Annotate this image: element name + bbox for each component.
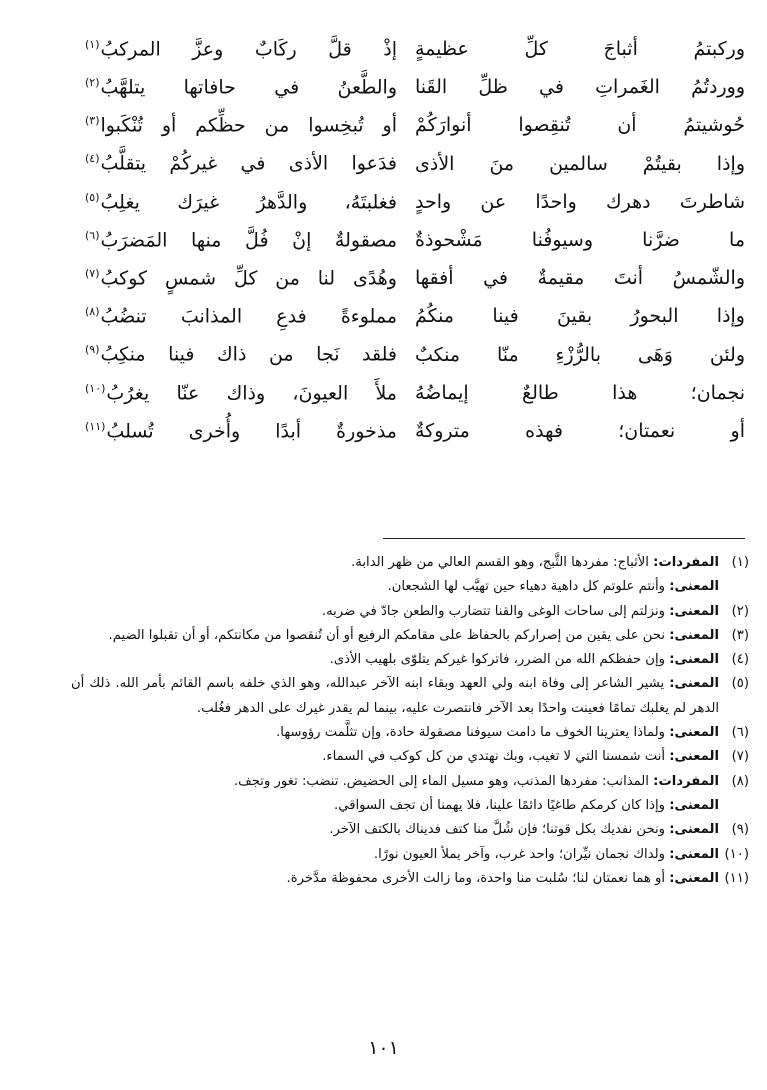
footnote [71, 600, 749, 624]
footnote-label: المفردات: [653, 773, 719, 789]
first-hemistich: والشّمسُ أنتَ مقيمةٌ في أفقها [415, 267, 745, 290]
first-hemistich: وإذا بقيتُمْ سالمين منَ الأذى [415, 152, 745, 175]
footnote-text: ونزلتم إلى ساحات الوغى والقنا تتضارب والطعن جادّ في ضربه. [321, 603, 666, 619]
first-hemistich: أو نعمتان؛ فهذه متروكةٌ [415, 419, 745, 442]
first-hemistich: ولئن وَهَى بالرُّزْءِ منّا منكبٌ [415, 343, 745, 366]
footnote-number: (٤) [731, 652, 749, 668]
footnote-number: (٥) [731, 676, 749, 692]
second-hemistich-text: فدَعوا الأذى في غيركُمْ يتقلَّبُ [100, 152, 397, 175]
footnote-number: (٣) [731, 627, 749, 643]
first-hemistich: شاطرتَ دهرك واحدًا عن واحدٍ [415, 190, 745, 213]
footnote-text: الأثباج: مفردها الثَّبج، وهو القسم العالي من ظهر الدابة. [351, 555, 649, 570]
footnote-reference[interactable]: (١١) [85, 419, 106, 433]
second-hemistich-text: ملأَ العيونَ، وذاك عنّا يغرُبُ [106, 381, 397, 404]
footnote-number: (١) [731, 555, 749, 570]
footnote-label: المفردات: [653, 555, 719, 570]
footnote [71, 672, 749, 721]
second-hemistich-text: والطَّعنُ في حافاتها يتلهَّبُ [100, 76, 397, 99]
first-hemistich: ووردتُمُ الغَمراتِ في ظلِّ القَنا [415, 76, 745, 99]
verse-line [73, 183, 745, 221]
verse-line [73, 259, 745, 297]
first-hemistich: حُوشيتمُ أن تُنقِصوا أنوارَكُمْ [415, 114, 745, 137]
first-hemistich: نجمان؛ هذا طالعٌ إيماضُهُ [415, 381, 745, 404]
footnote-text: وإن حفظكم الله من الضرر، فاتركوا غيركم يتلوّى بلهيب الأذى. [329, 652, 666, 668]
second-hemistich [85, 114, 397, 136]
footnote-reference[interactable]: (٥) [85, 190, 100, 204]
footnote-text: المذانب: مفردها المذنب، وهو مسيل الماء إلى الحضيض. تنضب: تغور وتجف. [233, 773, 649, 789]
first-hemistich: ما ضرَّنا وسيوفُنا مَشْحوذةٌ [415, 229, 745, 252]
footnote-label: المعنى: [669, 797, 719, 813]
footnote-number: (٧) [731, 749, 749, 765]
footnote-number: (١١) [724, 870, 749, 886]
footnote-reference[interactable]: (١٠) [85, 381, 106, 395]
footnote [71, 648, 749, 672]
poem [73, 30, 745, 450]
verse-line [73, 145, 745, 183]
footnote-reference[interactable]: (٤) [85, 152, 100, 166]
second-hemistich-text: فلقد نَجا من ذاك فينا منكِبُ [100, 343, 397, 366]
footnote-text: يشير الشاعر إلى وفاة ابنه ولي العهد وبقاء ابنه الآخر عبدالله، وهو الذي خلفه باسم القائم بأمر الله. ذلك أن الدهر لم يغلبك تمامًا فعينت واحدًا بعد الآخر فانتصرت عليه، بينما لم يقدر غيرك على الدهر فغُلب. [71, 676, 719, 716]
second-hemistich-text: مصقولةٌ إنْ فُلَّ منها المَضرَبُ [100, 229, 397, 252]
footnote [71, 818, 749, 842]
verse-line [73, 221, 745, 259]
footnote-reference[interactable]: (١) [85, 37, 100, 51]
footnotes [71, 551, 749, 891]
footnote-number: (٩) [731, 822, 749, 838]
footnote-reference[interactable]: (٣) [85, 114, 100, 128]
first-hemistich: وركبتمُ أثباجَ كلِّ عظيمةٍ [415, 38, 745, 61]
footnote [71, 867, 749, 891]
second-hemistich [85, 229, 397, 251]
footnote-label: المعنى: [669, 676, 719, 692]
footnote-reference[interactable]: (٢) [85, 76, 100, 90]
footnote-text: ونحن نفديك بكل قوتنا؛ فإن شُلَّ منا كتف فديناك بالكتف الآخر. [329, 822, 666, 838]
footnote [71, 721, 749, 745]
footnote [71, 575, 749, 599]
verse-line [73, 297, 745, 335]
second-hemistich [85, 420, 397, 442]
footnote-reference[interactable]: (٦) [85, 228, 100, 242]
verse-line [73, 68, 745, 106]
footnote [71, 843, 749, 867]
second-hemistich-text: فغلبتَهُ، والدَّهرُ غيرَك يغلِبُ [100, 191, 397, 213]
second-hemistich-text: إذْ قلَّ ركَابٌ وعزَّ المركبُ [100, 38, 397, 61]
footnote-text: أو هما نعمتان لنا؛ سُلبت منا واحدة، وما زالت الأخرى محفوظة مدَّخرة. [286, 870, 666, 886]
footnote-text: نحن على يقين من إصراركم بالحفاظ على مقامكم الرفيع أو أن تُنقصوا من مكانتكم، أو أن تقبلوا الضيم. [108, 627, 666, 643]
footnote-text: ولداك نجمان نيِّران؛ واحد غرب، وآخر يملأ العيون نورًا. [373, 846, 666, 862]
second-hemistich [85, 267, 397, 289]
verse-line [73, 412, 745, 450]
footnote-reference[interactable]: (٨) [85, 305, 100, 319]
verse-line [73, 374, 745, 412]
page-number: ١٠١ [368, 1037, 399, 1059]
footnote-divider [383, 538, 745, 539]
footnote-text: وإذا كان كرمكم طاغيًا دائمًا علينا، فلا يهمنا أن تجف السواقي. [334, 797, 666, 813]
footnote [71, 745, 749, 769]
footnote-reference[interactable]: (٩) [85, 343, 100, 357]
second-hemistich [85, 305, 397, 327]
verse-line [73, 336, 745, 374]
footnote-label: المعنى: [669, 603, 719, 619]
footnote-label: المعنى: [669, 870, 719, 886]
footnote-number: (٦) [731, 725, 749, 741]
footnote [71, 624, 749, 648]
footnote-text: أنت شمسنا التي لا تغيب، وبك نهتدي من كل كوكب في السماء. [322, 749, 666, 765]
second-hemistich-text: مملوءةً فدعِ المذانبَ تنضُبُ [100, 305, 397, 328]
footnote-label: المعنى: [669, 725, 719, 741]
footnote-label: المعنى: [669, 652, 719, 668]
second-hemistich [85, 343, 397, 365]
second-hemistich [85, 191, 397, 213]
footnote-label: المعنى: [669, 627, 719, 643]
footnote-label: المعنى: [669, 579, 719, 595]
footnote-number: (٨) [731, 773, 749, 789]
second-hemistich-text: مذخورةٌ أبدًا وأُخرى تُسلبُ [106, 420, 397, 443]
footnote-label: المعنى: [669, 822, 719, 838]
footnote-text: وأنتم علوتم كل داهية دهياء حين تهيَّب لها الشجعان. [387, 579, 666, 595]
footnote-text: ولماذا يعترينا الخوف ما دامت سيوفنا مصقولة حادة، وإن تثلَّمت رؤوسها. [276, 725, 666, 741]
footnote-label: المعنى: [669, 846, 719, 862]
verse-line [73, 30, 745, 68]
footnote [71, 794, 749, 818]
footnote [71, 770, 749, 794]
second-hemistich [85, 38, 397, 60]
second-hemistich [85, 152, 397, 174]
footnote-label: المعنى: [669, 749, 719, 765]
first-hemistich: وإذا البحورُ بقينَ فينا منكُمُ [415, 305, 745, 328]
verse-line [73, 106, 745, 144]
footnote-number: (٢) [731, 603, 749, 619]
footnote [71, 551, 749, 575]
second-hemistich-text: أو تُبخِسوا من حظِّكم أو تُنْكَبوا [100, 114, 397, 137]
second-hemistich [85, 76, 397, 98]
footnote-number: (١٠) [724, 846, 749, 862]
second-hemistich-text: وهُدًى لنا من كلِّ شمسٍ كوكبُ [100, 267, 397, 290]
footnote-reference[interactable]: (٧) [85, 267, 100, 281]
second-hemistich [85, 382, 397, 404]
